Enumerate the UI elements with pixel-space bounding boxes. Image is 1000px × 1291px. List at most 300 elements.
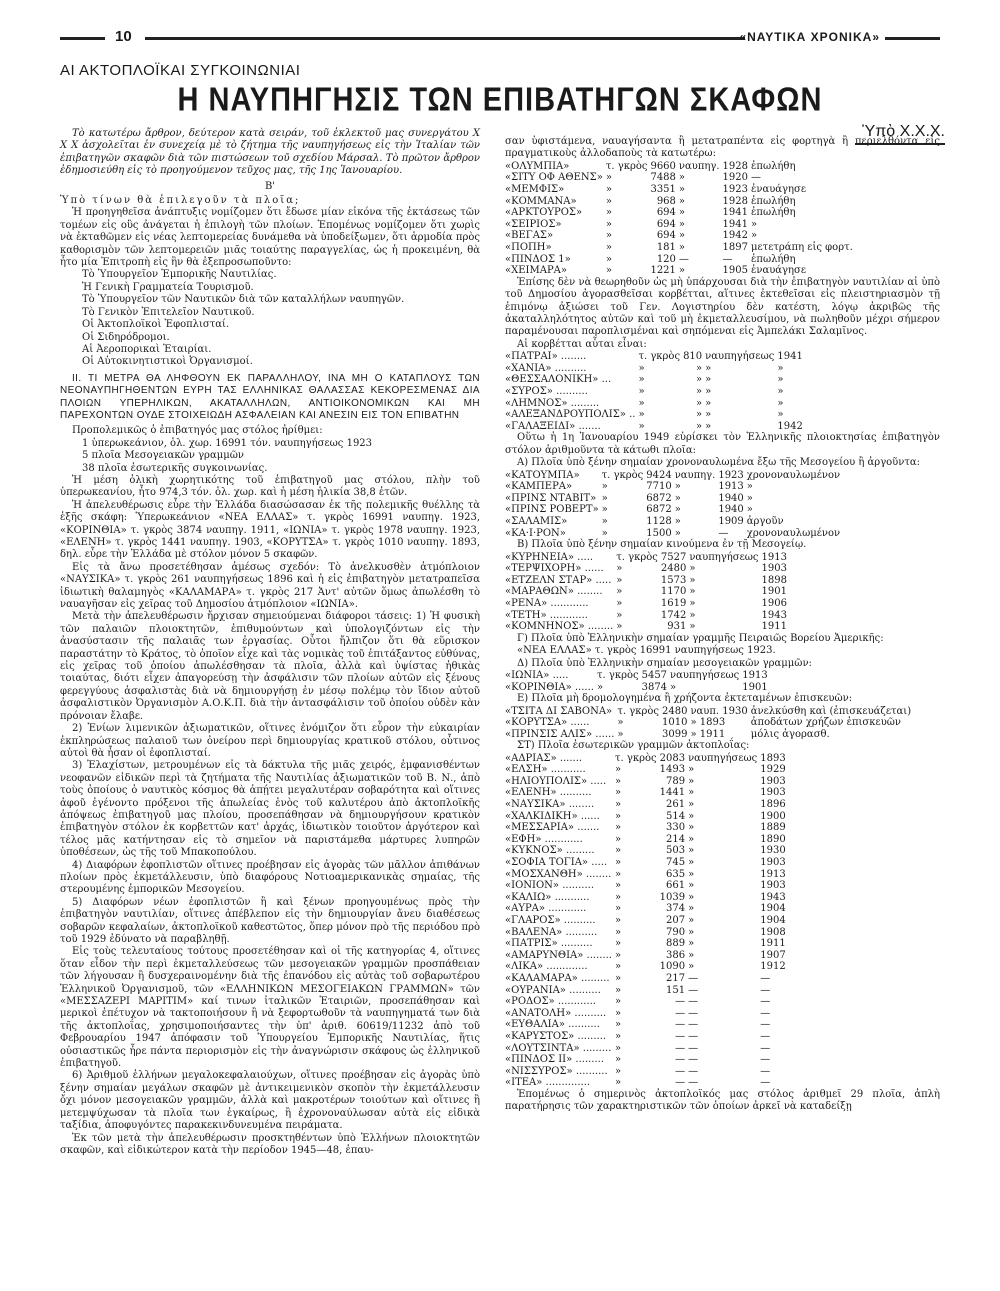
table-cell: » bbox=[605, 207, 612, 219]
table-cell: 694 bbox=[656, 230, 676, 242]
table-cell: 1911 bbox=[760, 938, 786, 950]
table-cell: » bbox=[674, 515, 681, 527]
ship-table bbox=[505, 470, 843, 540]
table-cell: » bbox=[689, 621, 696, 633]
table-cell: » bbox=[705, 409, 712, 421]
table-cell: » bbox=[696, 397, 703, 409]
ship-name-cell: «ΑΛΕΞΑΝΔΡΟΥΠΟΛΙΣ» .. bbox=[505, 409, 636, 421]
table-cell: » bbox=[614, 996, 622, 1008]
table-cell: 1909 bbox=[718, 515, 744, 527]
table-cell: » bbox=[674, 527, 681, 539]
table-cell: χρονοναυλωμένον bbox=[746, 469, 841, 481]
table-cell: — bbox=[688, 1019, 699, 1031]
ship-name-cell: «ΟΛΥΜΠΙΑ» bbox=[505, 160, 570, 172]
paragraph: Οὕτω ἡ 1η Ἰανουαρίου 1949 εὑρίσκει τὸν Ἑλληνικῆς πλοιοκτησίας ἐπιβατηγὸν στόλον ἀριθμοῦντα τὰ κάτωθι πλοῖα: bbox=[505, 432, 940, 456]
table-cell: 1928 bbox=[722, 195, 748, 207]
ship-name-cell: «ΚΟΜΝΗΝΟΣ» ........ bbox=[505, 621, 614, 633]
table-cell: » bbox=[688, 822, 695, 834]
table-cell: 635 bbox=[665, 868, 686, 880]
table-cell: 1943 bbox=[760, 891, 786, 903]
list-item: 5 πλοῖα Μεσογειακῶν γραμμῶν bbox=[82, 450, 244, 462]
table-cell: — bbox=[760, 1030, 771, 1042]
paragraph: Εἰς τοὺς τελευταίους τούτους προσετέθησαν καὶ οἱ τῆς κατηγορίας 4, οἵτινες ὅταν εἶδον τὴν περὶ ἐκμεταλλεύσεως τῶν μεσογειακῶν γραμμῶν προσπάθειαν τῶν λήγουσαν ἢ δυσχεραινομένην διὰ τῆς ἐπανόδου εἰς αὐτὰς τοῦ σοβαρωτέρου Ἑλληνικοῦ Ὀργανισμοῦ, τῶν «ΕΛΛΗΝΙΚΩΝ ΜΕΣΟΓΕΙΑΚΩΝ ΓΡΑΜΜΩΝ» τῶν «ΜΕΣΣΑΖΕΡΙ ΜΑΡΙΤΙΜ» καί τινων ἰταλικῶν Ἑταιριῶν, προσεπάθησαν καὶ μερικοὶ ἐπέτυχον νὰ τακτοποιήσουν ἢ νὰ ξεφορτωθοῦν τὰ ναυπηγηματά των διὰ τῆς ἀκτοπλοΐας, χρησιμοποιήσαντες τὴν ὑπ' ἀριθ. 60619/11232 ἀπὸ τοῦ Φεβρουαρίου 1947 ἀπόφασιν τοῦ Ὑπουργείου Ἐμπορικῆς Ναυτιλίας, ἥτις οὐσιαστικῶς ἦρε πάντα περιορισμὸν εἰς τὴν ἀναγνώρισιν σκάφους ὡς ἑλληνικοῦ ἐπιβατηγοῦ. bbox=[60, 946, 480, 1070]
table-cell: 1913 bbox=[761, 551, 787, 563]
ship-name-cell: «ΚΑΛΙΩ» ........... bbox=[505, 891, 590, 903]
table-cell: » bbox=[601, 527, 608, 539]
table-row bbox=[505, 892, 789, 904]
table-cell: » bbox=[605, 253, 612, 265]
table-cell: — bbox=[751, 172, 761, 184]
table-cell: » 1911 bbox=[690, 728, 726, 740]
table-cell: 2480 bbox=[662, 705, 688, 717]
table-cell: 374 bbox=[665, 903, 686, 915]
ship-name-cell: «ΚΑΛΑΜΑΡΑ» ......... bbox=[505, 972, 610, 984]
ship-name-cell: «ΠΙΝΔΟΣ ΙΙ» ......... bbox=[505, 1054, 605, 1066]
table-cell: ναυπηγ. bbox=[678, 160, 720, 172]
table-cell: » bbox=[689, 586, 696, 598]
table-cell: 214 bbox=[665, 833, 686, 845]
table-cell: » bbox=[674, 492, 681, 504]
committee-list bbox=[60, 269, 480, 368]
ship-name-cell: «ΜΑΡΑΘΩΝ» ........ bbox=[505, 586, 603, 598]
table-cell: — bbox=[675, 1054, 686, 1066]
table-cell: » bbox=[696, 420, 703, 432]
table-cell: 1941 bbox=[777, 351, 803, 363]
ship-name-cell: «ΟΥΡΑΝΙΑ» .......... bbox=[505, 984, 601, 996]
table-row bbox=[505, 184, 856, 196]
table-cell: » bbox=[689, 574, 696, 586]
table-cell: 789 bbox=[665, 775, 686, 787]
ship-name-cell: «ΙΤΕΑ» .............. bbox=[505, 1077, 591, 1089]
table-row bbox=[505, 242, 856, 254]
ship-name-cell: «ΚΥΚΝΟΣ» ......... bbox=[505, 845, 595, 857]
table-cell: 1619 bbox=[660, 597, 687, 609]
table-cell: » bbox=[605, 172, 612, 184]
list-item: Οἱ Σιδηρόδρομοι. bbox=[82, 331, 170, 343]
table-cell: — bbox=[688, 984, 699, 996]
table-cell: » bbox=[688, 833, 695, 845]
table-cell: » bbox=[751, 230, 758, 242]
table-cell: 1890 bbox=[760, 833, 786, 845]
table-row bbox=[505, 516, 843, 528]
table-row bbox=[505, 528, 843, 540]
table-cell: » bbox=[605, 218, 612, 230]
list-item: Οἱ Ἀκτοπλοϊκοὶ Ἐφοπλισταί. bbox=[82, 319, 230, 331]
list-item: Τὸ Γενικὸν Ἐπιτελεῖον Ναυτικοῦ. bbox=[82, 306, 255, 318]
table-cell: ἀργοῦν bbox=[746, 515, 784, 527]
table-cell: » bbox=[670, 681, 677, 693]
paragraph: Ἡ μέση ὁλικὴ χωρητικότης τοῦ ἐπιβατηγοῦ μας στόλου, πλὴν τοῦ ὑπερωκεανίου, ἦτο 974,3 τόν. ὁλ. χωρ. καὶ ἡ μέση ἡλικία 38,8 ἐτῶν. bbox=[60, 474, 480, 499]
ship-name-cell: «ΗΛΙΟΥΠΟΛΙΣ» ..... bbox=[505, 775, 607, 787]
table-cell: » bbox=[746, 504, 753, 516]
table-cell: » bbox=[616, 597, 623, 609]
table-cell: 3874 bbox=[641, 681, 668, 693]
ship-name-cell: «ΣΑΛΑΜΙΣ» bbox=[505, 515, 568, 527]
paragraph: 6) Ἀριθμοῦ ἑλλήνων μεγαλοκεφαλαιούχων, οἵτινες προέβησαν εἰς ἀγορὰς ὑπὸ ξένην σημαίαν μεγάλων σκαφῶν μὲ ἀντικειμενικὸν σκοπὸν τὴν ἐκμετάλλευσιν ὄχι μόνον μεσογειακῶν γραμμῶν, ἀλλὰ καὶ μακροτέρων τοιούτων καὶ οἵτινες ἢ μετεμψύχωσαν τὰ πλοῖα των ἐγκαίρως, ἢ ἐχρονοναύλωσαν αὐτὰ εἰς εἰδικὰ ταξίδια, ἀποφυγόντες παρακεκινδυνευμένα πειράματα. bbox=[60, 1070, 480, 1132]
table-cell: — bbox=[675, 1065, 686, 1077]
table-cell: 7527 bbox=[660, 551, 687, 563]
table-cell: 1901 bbox=[761, 586, 787, 598]
table-cell: — bbox=[675, 996, 686, 1008]
table-cell: 931 bbox=[667, 621, 687, 633]
table-cell: » bbox=[705, 420, 712, 432]
table-cell: » bbox=[688, 949, 695, 961]
table-cell: τ. γκρὸς bbox=[596, 669, 639, 681]
ship-table bbox=[505, 351, 806, 432]
table-cell: ἐπωλήθη bbox=[751, 207, 796, 219]
table-cell: » bbox=[705, 397, 712, 409]
table-cell: τ. γκρὸς bbox=[617, 705, 659, 717]
table-cell: » bbox=[678, 207, 686, 219]
table-cell: » bbox=[614, 799, 622, 811]
table-cell: 1128 bbox=[646, 515, 672, 527]
table-cell: » bbox=[688, 775, 695, 787]
table-cell: — bbox=[688, 972, 699, 984]
table-cell: » bbox=[688, 799, 695, 811]
ship-name-cell: «ΤΕΡΨΙΧΟΡΗ» ...... bbox=[505, 563, 604, 575]
table-cell: » bbox=[614, 926, 622, 938]
table-cell: » bbox=[746, 492, 753, 504]
section-heading: ΙΙ. ΤΙ ΜΕΤΡΑ ΘΑ ΛΗΦΘΟΥΝ ΕΚ ΠΑΡΑΛΛΗΛΟΥ, ΙΝΑ ΜΗ Ο ΚΑΤΑΠΛΟΥΣ ΤΩΝ ΝΕΟΝΑΥΠΗΓΗΘΕΝΤΩΝ ΕΥΡΗ ΤΑΣ ΕΛΛΗΝΙΚΑΣ ΘΑΛΑΣΣΑΣ ΚΕΚΟΡΕΣΜΕΝΑΣ ΔΙΑ ΠΛΟΙΩΝ ΥΠΕΡΗΛΙΚΩΝ, ΑΚΑΤΑΛΛΗΛΩΝ, ΑΝΤΙΟΙΚΟΝΟΜΙΚΩΝ ΚΑΙ ΜΗ ΠΑΡΕΧΟΝΤΩΝ ΟΥΔΕ ΣΤΟΙΧΕΙΩΔΗ ΑΣΦΑΛΕΙΑΝ ΚΑΙ ΑΝΕΣΙΝ ΕΙΣ ΤΟΝ ΕΠΙΒΑΤΗΝ bbox=[60, 372, 480, 421]
list-item: Οἱ Αὐτοκινητιστικοὶ Ὀργανισμοί. bbox=[82, 356, 253, 368]
table-row bbox=[505, 207, 856, 219]
table-cell: 1903 bbox=[760, 787, 786, 799]
table-row bbox=[505, 504, 843, 516]
table-cell: 661 bbox=[665, 880, 686, 892]
table-cell: » bbox=[688, 891, 695, 903]
table-cell: » bbox=[688, 787, 695, 799]
list-item: Τὸ Ὑπουργεῖον Ἐμπορικῆς Ναυτιλίας. bbox=[82, 269, 277, 281]
table-cell: — bbox=[760, 984, 771, 996]
paragraph: Ἡ ἀπελευθέρωσις εὗρε τὴν Ἑλλάδα διασώσασαν ἐκ τῆς πολεμικῆς θυέλλης τὰ ἑξῆς σκάφη: Ὑπερωκεάνιον «ΝΕΑ ΕΛΛΑΣ» τ. γκρὸς 16991 ναυπηγ. 1923, «ΚΟΡΙΝΘΙΑ» τ. γκρὸς 3874 ναυπηγ. 1911, «ΙΩΝΙΑ» τ. γκρὸς 1978 ναυπηγ. 1923, «ΕΛΕΝΗ» τ. γκρὸς 1441 ναυπηγ. 1903, «ΚΟΡΥΤΣΑ» τ. γκρὸς 1010 ναυπηγ. 1893, δηλ. εὗρε τὴν Ἑλλάδα μὲ στόλον μόνον 5 σκαφῶν. bbox=[60, 499, 480, 561]
ship-name-cell: «ΕΥΘΑΛΙΑ» .......... bbox=[505, 1019, 600, 1031]
table-cell: 7488 bbox=[650, 172, 676, 184]
table-row bbox=[505, 481, 843, 493]
table-cell: ἐναυάγησε bbox=[751, 265, 807, 277]
table-cell: » bbox=[601, 504, 608, 516]
table-row bbox=[505, 610, 790, 622]
table-row bbox=[505, 950, 789, 962]
table-cell: » bbox=[678, 172, 686, 184]
ship-table bbox=[505, 753, 789, 1089]
table-cell: » bbox=[614, 810, 622, 822]
table-cell: 1903 bbox=[761, 563, 787, 575]
table-cell: » bbox=[614, 938, 622, 950]
table-row bbox=[505, 598, 790, 610]
ship-name-cell: «ΣΙΤΥ ΟΦ ΑΘΕΝΣ» bbox=[505, 172, 603, 184]
intro-paragraph: Τὸ κατωτέρω ἄρθρον, δεύτερον κατὰ σειράν, τοῦ ἐκλεκτοῦ μας συνεργάτου Χ Χ Χ ἀσχολεῖται ἐν συνεχείᾳ μὲ τὸ ζήτημα τῆς ναυπηγήσεως εἰς τὴν Ἰταλίαν τῶν ἐπιβατηγῶν σκαφῶν διὰ τῶν πιστώσεων τοῦ σχεδίου Μάρσαλ. Τὸ πρῶτον ἄρθρον ἐδημοσιεύθη εἰς τὸ προηγούμενον τεῦχος μας, τῆς 1ης Ἰανουαρίου. bbox=[60, 128, 480, 177]
table-cell: » bbox=[614, 961, 622, 973]
paragraph: Ἐπίσης δὲν νὰ θεωρηθοῦν ὡς μὴ ὑπάρχουσαι διὰ τὴν ἐπιβατηγὸν ναυτιλίαν αἱ ὑπὸ τοῦ Δημοσίου ἀγορασθεῖσαι κορβέτται, αἵτινες ἐκτεθεῖσαι εἰς πλειστηριασμὸν τῇ ἐπιμόνῳ ἀξιώσει τοῦ Γεν. Λογιστηρίου δὲν κατέστη, λόγῳ ἀκριβῶς τῆς ἀκαταλληλότητος αὐτῶν καὶ τοῦ μὴ ἐκμεταλλευσίμου, νὰ πωληθοῦν μέχρι σήμερον παραμένουσαι παροπλισμέναι καὶ σηπόμεναι εἰς Ἀμπελάκι Σαλαμῖνος. bbox=[505, 276, 940, 338]
table-cell: » bbox=[678, 195, 686, 207]
table-cell: 1170 bbox=[660, 586, 687, 598]
table-cell: 1907 bbox=[760, 949, 786, 961]
table-cell: » bbox=[614, 822, 622, 834]
table-cell: » bbox=[614, 1065, 622, 1077]
paragraph: Ἑπομένως ὁ σημερινὸς ἀκτοπλοϊκός μας στόλος ἀριθμεῖ 29 πλοῖα, ἁπλὴ παρατήρησις τῶν χαρακτηριστικῶν τῶν ὁποίων ἀρκεῖ νὰ καταδείξῃ bbox=[505, 1088, 940, 1113]
table-row bbox=[505, 230, 856, 242]
table-row bbox=[505, 985, 789, 997]
table-cell: — bbox=[760, 1065, 771, 1077]
table-cell: 1900 bbox=[760, 810, 786, 822]
table-cell: 1493 bbox=[659, 764, 686, 776]
subheading: Δ) Πλοῖα ὑπὸ Ἑλληνικὴν σημαίαν μεσογειακῶν γραμμῶν: bbox=[517, 657, 812, 669]
table-cell: » bbox=[688, 915, 695, 926]
table-cell: » bbox=[688, 961, 695, 973]
table-cell: 1903 bbox=[760, 857, 786, 869]
ship-name-cell: «ΡΟΔΟΣ» ............ bbox=[505, 996, 596, 1008]
table-cell: » bbox=[605, 184, 612, 195]
table-cell: — bbox=[688, 1054, 699, 1066]
table-cell: 1904 bbox=[760, 903, 786, 915]
header-rule-right bbox=[885, 37, 940, 40]
paragraph: Ἐκ τῶν μετὰ τὴν ἀπελευθέρωσιν προσκτηθέντων ὑπὸ Ἑλλήνων πλοιοκτητῶν σκαφῶν, καὶ εἰδικώτερον κατὰ τὴν περίοδον 1945—48, ἐπαυ- bbox=[60, 1132, 480, 1156]
ship-name-cell: «ΛΟΥΤΣΙΝΤΑ» ......... bbox=[505, 1042, 612, 1054]
table-cell: » bbox=[777, 385, 784, 397]
table-cell: » bbox=[688, 938, 695, 950]
table-cell: 1942 bbox=[777, 420, 803, 432]
ship-name-cell: «ΒΑΛΕΝΑ» .......... bbox=[505, 926, 598, 938]
table-row bbox=[505, 834, 789, 846]
table-row bbox=[505, 363, 806, 375]
table-cell: » bbox=[705, 385, 712, 397]
table-cell: 330 bbox=[665, 822, 686, 834]
table-cell: 6872 bbox=[646, 492, 672, 504]
byline: Ὑπὸ Χ.Χ.Χ. bbox=[862, 123, 945, 140]
table-row bbox=[505, 717, 914, 729]
table-row bbox=[505, 764, 789, 776]
table-cell: » bbox=[614, 868, 622, 880]
table-cell: » bbox=[614, 787, 622, 799]
table-cell: » bbox=[688, 764, 695, 776]
table-cell: 810 bbox=[683, 351, 703, 363]
ship-name-cell: «ΛΙΚΑ» ............. bbox=[505, 961, 588, 973]
ship-name-cell: «ΧΑΛΚΙΔΙΚΗ» ...... bbox=[505, 810, 600, 822]
table-cell: — bbox=[760, 1019, 771, 1031]
part-marker: Β' bbox=[264, 180, 276, 192]
table-cell: 120 bbox=[656, 253, 676, 265]
table-cell: 1913 bbox=[760, 868, 786, 880]
table-cell: » bbox=[674, 481, 681, 493]
ship-name-cell: «ΑΔΡΙΑΣ» ....... bbox=[505, 752, 583, 764]
table-cell: » bbox=[614, 949, 622, 961]
table-cell: » bbox=[616, 621, 623, 633]
table-row bbox=[505, 845, 789, 857]
table-cell: 1221 bbox=[650, 265, 676, 277]
ship-name-cell: «ΕΤΖΕΛΝ ΣΤΑΡ» ..... bbox=[505, 574, 612, 586]
table-cell: τ. γκρὸς bbox=[616, 551, 658, 563]
table-cell: 1941 bbox=[722, 218, 748, 230]
table-cell: 207 bbox=[665, 915, 686, 926]
table-cell: » bbox=[688, 857, 695, 869]
right-column bbox=[505, 136, 940, 1114]
page-header bbox=[60, 28, 940, 48]
subheading: Α) Πλοῖα ὑπὸ ξένην σημαίαν χρονοναυλωμένα ἔξω τῆς Μεσογείου ἢ ἀργοῦντα: bbox=[517, 457, 920, 469]
fleet-list bbox=[60, 438, 480, 475]
ship-name-cell: «ΚΑ·Ι·ΡΟΝ» bbox=[505, 527, 566, 539]
table-cell: » bbox=[617, 728, 624, 740]
table-cell: » bbox=[614, 1030, 622, 1042]
table-row bbox=[505, 1054, 789, 1066]
table-row bbox=[505, 996, 789, 1008]
table-cell: » bbox=[688, 880, 695, 892]
section-label: ΑΙ ΑΚΤΟΠΛΟΪΚΑΙ ΣΥΓΚΟΙΝΩΝΙΑΙ bbox=[60, 62, 301, 79]
table-row bbox=[505, 915, 789, 927]
list-item: 38 πλοῖα ἐσωτερικῆς συγκοινωνίας. bbox=[82, 462, 268, 474]
table-row bbox=[505, 776, 789, 788]
ship-name-cell: «ΕΦΗ» ............ bbox=[505, 833, 583, 845]
table-cell: » bbox=[746, 481, 753, 493]
table-cell: » bbox=[614, 833, 622, 845]
table-cell: » bbox=[688, 845, 695, 857]
subheading: Β) Πλοῖα ὑπὸ ξένην σημαίαν κινούμενα ἐν τῇ Μεσογείῳ. bbox=[517, 539, 807, 551]
table-cell: » bbox=[614, 857, 622, 869]
table-cell: 1893 bbox=[760, 752, 786, 764]
table-row bbox=[505, 386, 806, 398]
ship-name-cell: «ΣΕΙΡΙΟΣ» bbox=[505, 218, 562, 230]
table-row bbox=[505, 753, 789, 765]
table-row bbox=[505, 374, 806, 386]
table-row bbox=[505, 822, 789, 834]
table-cell: 1441 bbox=[659, 787, 686, 799]
table-cell: » bbox=[688, 868, 695, 880]
table-cell: » bbox=[601, 515, 608, 527]
table-cell: — bbox=[675, 1019, 686, 1031]
ship-name-cell: «ΚΑΜΠΕΡΑ» bbox=[505, 481, 573, 493]
table-row bbox=[505, 961, 789, 973]
table-row bbox=[505, 172, 856, 184]
table-cell: — bbox=[688, 1077, 699, 1089]
table-cell: » bbox=[696, 409, 703, 421]
table-cell: 2083 bbox=[659, 752, 686, 764]
table-cell: » bbox=[688, 903, 695, 915]
table-row bbox=[505, 869, 789, 881]
table-row bbox=[505, 857, 789, 869]
table-cell: » bbox=[777, 362, 784, 374]
table-cell: » bbox=[614, 972, 622, 984]
table-cell: 1908 bbox=[760, 926, 786, 938]
table-cell: — bbox=[688, 1065, 699, 1077]
table-cell: 1940 bbox=[718, 504, 744, 516]
table-cell: » bbox=[696, 374, 703, 386]
table-cell: » bbox=[689, 609, 696, 621]
table-cell: — bbox=[722, 253, 733, 265]
table-cell: » bbox=[601, 481, 608, 493]
table-row bbox=[505, 398, 806, 410]
table-cell: » bbox=[614, 903, 622, 915]
subheading: Ε) Πλοῖα μὴ δρομολογημένα ἢ χρήζοντα ἐκτεταμένων ἐπισκευῶν: bbox=[517, 693, 853, 705]
table-cell: » bbox=[614, 1077, 622, 1089]
table-cell: — bbox=[688, 996, 699, 1008]
table-cell: 9660 bbox=[650, 160, 676, 172]
ship-name-cell: «ΜΟΣΧΑΝΘΗ» ........ bbox=[505, 868, 612, 880]
table-cell: — bbox=[760, 1007, 771, 1019]
table-row bbox=[505, 787, 789, 799]
ship-name-cell: «ΚΟΡΙΝΘΙΑ» ...... bbox=[505, 681, 594, 693]
table-cell: 151 bbox=[665, 984, 686, 996]
ship-name-cell: «ΘΕΣΣΑΛΟΝΙΚΗ» ... bbox=[505, 374, 612, 386]
table-row bbox=[505, 265, 856, 277]
table-cell: τ. γκρὸς bbox=[614, 752, 657, 764]
ship-name-cell: «ΠΡΙΝΣΙΣ ΑΛΙΣ» ...... bbox=[505, 728, 615, 740]
table-cell: » bbox=[605, 265, 612, 277]
table-cell: — bbox=[760, 1042, 771, 1054]
table-cell: — bbox=[688, 1030, 699, 1042]
table-cell: — bbox=[678, 253, 689, 265]
table-cell: 1940 bbox=[718, 492, 744, 504]
ship-name-cell: «ΣΥΡΟΣ» .......... bbox=[505, 385, 588, 397]
table-cell: 889 bbox=[665, 938, 686, 950]
paragraph: σαν ὑφιστάμενα, ναυαγήσαντα ἢ μετατραπέντα εἰς φορτηγὰ ἢ περιελθόντα εἰς πραγματικοὺς ἀλλοδαποὺς τὰ κατωτέρω: bbox=[505, 136, 940, 160]
table-cell: 503 bbox=[665, 845, 686, 857]
table-cell: ἐπωλήθη bbox=[751, 160, 796, 172]
table-cell: » bbox=[638, 385, 645, 397]
table-row bbox=[505, 706, 914, 718]
table-row bbox=[505, 409, 806, 421]
table-row bbox=[505, 973, 789, 985]
ship-name-cell: «ΜΕΣΣΑΡΙΑ» ....... bbox=[505, 822, 600, 834]
table-row bbox=[505, 196, 856, 208]
table-row bbox=[505, 470, 843, 482]
subheading: Αἱ κορβέτται αὗται εἶναι: bbox=[517, 338, 647, 350]
header-rule-left bbox=[60, 37, 105, 40]
table-cell: — bbox=[688, 1042, 699, 1054]
table-cell: » bbox=[614, 845, 622, 857]
paragraph: 2) Ἐνίων λιμενικῶν ἀξιωματικῶν, οἵτινες ἐνόμιζον ὅτι εὗρον τὴν εὐκαιρίαν ἐκπληρώσεως παλαιοῦ των ὀνείρου περὶ δημιουργίας κρατικοῦ στόλου, οὗτινος αὐτοὶ θὰ ἦσαν οἱ ἐφοπλισταί. bbox=[60, 723, 480, 759]
table-cell: 181 bbox=[656, 241, 676, 253]
table-cell: 1500 bbox=[646, 527, 672, 539]
table-cell: » bbox=[614, 915, 622, 926]
ship-name-cell: «ΤΣΙΤΑ ΔΙ ΣΑΒΟΝΑ» bbox=[505, 705, 613, 717]
ship-name-cell: «ΣΟΦΙΑ ΤΟΓΙΑ» ..... bbox=[505, 857, 608, 869]
table-cell: ἀποδάτων χρήζων ἐπισκευῶν bbox=[750, 717, 902, 729]
table-cell: » bbox=[689, 597, 696, 609]
table-cell: 1923 bbox=[718, 469, 744, 481]
table-cell: » bbox=[705, 362, 712, 374]
ship-name-cell: «ΙΟΝΙΟΝ» .......... bbox=[505, 880, 594, 892]
table-row bbox=[505, 1031, 789, 1043]
ship-name-cell: «ΡΕΝΑ» ............ bbox=[505, 597, 589, 609]
table-cell: » bbox=[614, 764, 622, 776]
ship-name-cell: «ΑΥΡΑ» ............ bbox=[505, 903, 587, 915]
ship-name-cell: «ΠΡΙΝΣ ΝΤΑΒΙΤ» bbox=[505, 492, 597, 504]
subheading: ΣΤ) Πλοῖα ἐσωτερικῶν γραμμῶν ἀκτοπλοΐας: bbox=[517, 740, 750, 752]
table-cell: » bbox=[614, 1019, 622, 1031]
table-cell: 1897 bbox=[722, 241, 748, 253]
table-cell: 217 bbox=[665, 972, 686, 984]
table-cell: » bbox=[616, 574, 623, 586]
paragraph: Ἡ προηγηθεῖσα ἀνάπτυξις νομίζομεν ὅτι ἔδωσε μίαν εἰκόνα τῆς ἐκτάσεως τῶν τομέων εἰς οὓς ἀνάγεται ἡ ἐπιλογὴ τῶν πλοίων. Ἑπομένως νομίζομεν ὅτι χωρὶς νὰ ἐκταθῶμεν εἰς νέας λεπτομερείας δυνάμεθα νὰ ὑποδείξωμεν, ὅτι ἁρμοδία πρὸς καθορισμὸν τῶν λεπτομερειῶν μιᾶς τοιαύτης παραγγελίας, ὡς ἡ προκειμένη, θὰ ἦτο μία Ἐπιτροπὴ εἰς ἣν θὰ ἐξεπροσωποῦντο: bbox=[60, 207, 480, 269]
article-title: Η ΝΑΥΠΗΓΗΣΙΣ ΤΩΝ ΕΠΙΒΑΤΗΓΩΝ ΣΚΑΦΩΝ bbox=[177, 81, 823, 119]
table-cell: ἐπωλήθη bbox=[751, 195, 796, 207]
header-rule-middle bbox=[145, 37, 745, 40]
table-cell: 1090 bbox=[659, 961, 686, 973]
table-cell: ναυπηγήσεως bbox=[688, 752, 758, 764]
table-cell: μόλις ἀγορασθ. bbox=[750, 728, 830, 740]
table-row bbox=[505, 1077, 789, 1089]
table-cell: 514 bbox=[665, 810, 686, 822]
table-cell: » bbox=[617, 717, 624, 729]
list-item: 1 ὑπερωκεάνιον, ὁλ. χωρ. 16991 τόν. ναυπηγήσεως 1923 bbox=[82, 437, 373, 449]
table-cell: — bbox=[760, 972, 771, 984]
table-cell: » bbox=[614, 891, 622, 903]
ship-name-cell: «ΓΛΑΡΟΣ» .......... bbox=[505, 915, 596, 926]
table-row bbox=[505, 351, 806, 363]
table-cell: 1903 bbox=[760, 880, 786, 892]
table-cell: » bbox=[614, 1054, 622, 1066]
table-cell: ναυπ. 1930 bbox=[690, 705, 748, 717]
table-cell: » bbox=[751, 218, 758, 230]
